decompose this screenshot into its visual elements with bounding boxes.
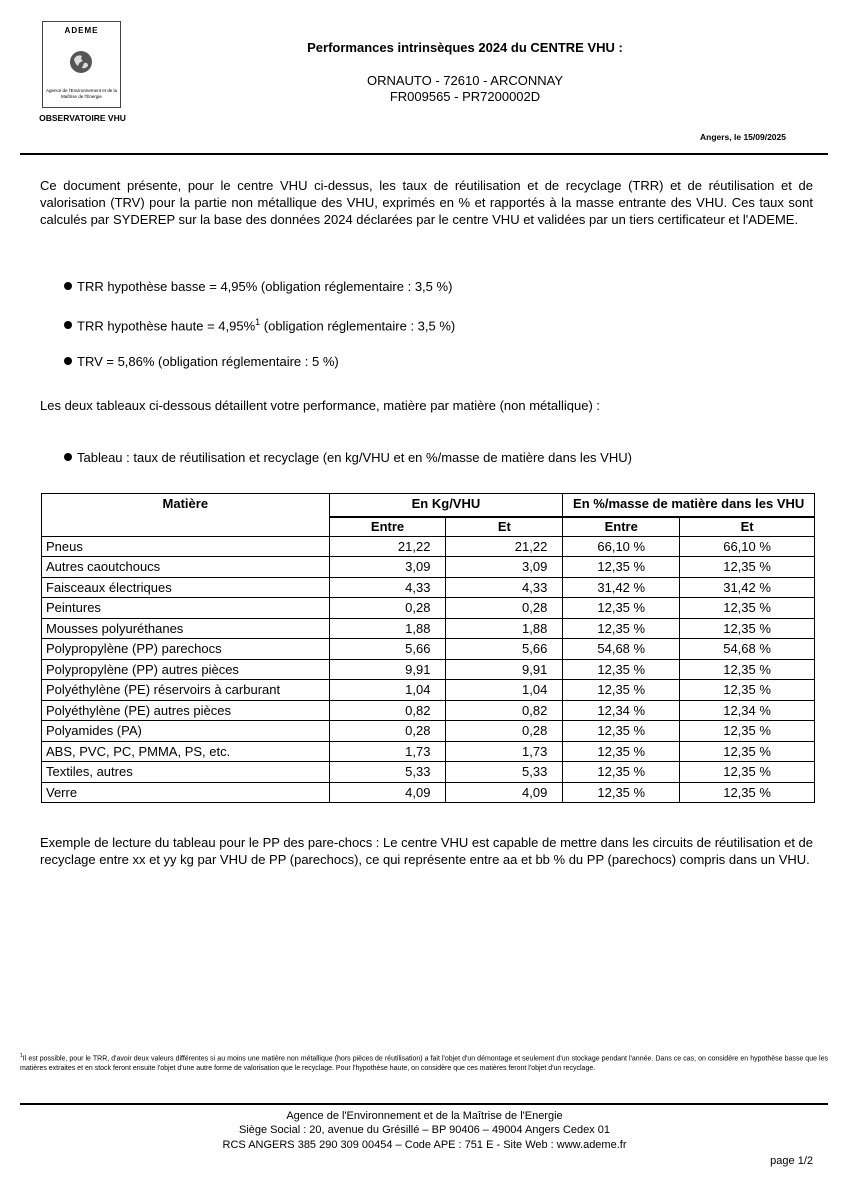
intro-paragraph: Ce document présente, pour le centre VHU ci-dessus, les taux de réutilisation et de recyclage (TRR) et de réutilisation et de valorisation (TRV) pour la partie non métallique des VHU, exprimés en % et rapportés à la masse entrante des VHU. Ces taux sont calculés par SYDEREP sur la base des données 2024 déclarées par le centre VHU et validées par un tiers certificateur et l'ADEME. [40, 178, 813, 227]
cell-pct-entre: 12,35 % [563, 741, 680, 762]
bullet-icon [64, 453, 72, 461]
bullet-text: TRR hypothèse haute = 4,95% [77, 318, 256, 334]
cell-matiere: Polyéthylène (PE) autres pièces [42, 700, 330, 721]
sub-header-pct-et: Et [680, 517, 815, 537]
cell-kg-entre: 5,33 [329, 762, 446, 783]
table-row [42, 741, 815, 762]
materials-table [41, 493, 815, 803]
centre-id: FR009565 - PR7200002D [389, 89, 541, 104]
cell-matiere: Peintures [42, 598, 330, 619]
cell-pct-et: 12,35 % [680, 618, 815, 639]
table-row [42, 700, 815, 721]
logo-subtitle: Agence de l'Environnement et de la Maîtrise de l'Énergie [46, 88, 117, 99]
table-row [42, 762, 815, 783]
bullet-trv [64, 354, 339, 369]
cell-kg-entre: 5,66 [329, 639, 446, 660]
bullet-icon [64, 321, 72, 329]
cell-pct-entre: 12,35 % [563, 618, 680, 639]
cell-kg-et: 1,88 [446, 618, 563, 639]
cell-pct-et: 12,35 % [680, 680, 815, 701]
cell-kg-entre: 1,04 [329, 680, 446, 701]
cell-kg-et: 3,09 [446, 557, 563, 578]
cell-pct-et: 66,10 % [680, 536, 815, 557]
cell-matiere: Pneus [42, 536, 330, 557]
reading-example: Exemple de lecture du tableau pour le PP des pare-chocs : Le centre VHU est capable de mettre dans les circuits de réutilisation et de recyclage entre xx et yy kg par VHU de PP (parechocs), ce qui représente entre aa et bb % du PP (parechocs) compris dans un VHU. [40, 835, 813, 867]
footer-address: Siège Social : 20, avenue du Grésillé – BP 90406 – 49004 Angers Cedex 01 [238, 1124, 610, 1136]
table-row [42, 680, 815, 701]
cell-pct-entre: 66,10 % [563, 536, 680, 557]
cell-pct-entre: 12,35 % [563, 557, 680, 578]
bullet-trr-low [64, 279, 452, 294]
bullet-table-intro [64, 450, 632, 465]
footer-agency: Agence de l'Environnement et de la Maîtrise de l'Energie [286, 1110, 563, 1122]
observatoire-label: OBSERVATOIRE VHU [39, 113, 126, 123]
globe-icon [69, 50, 93, 74]
bullet-text: TRR hypothèse basse = 4,95% (obligation réglementaire : 3,5 %) [77, 279, 453, 294]
cell-kg-entre: 4,09 [329, 782, 446, 803]
bullet-text: TRV = 5,86% (obligation réglementaire : 5 %) [77, 354, 339, 369]
table-row [42, 536, 815, 557]
cell-pct-et: 12,35 % [680, 741, 815, 762]
centre-name: ORNAUTO - 72610 - ARCONNAY [366, 73, 563, 88]
cell-pct-et: 12,35 % [680, 762, 815, 783]
cell-kg-entre: 0,82 [329, 700, 446, 721]
cell-kg-entre: 1,73 [329, 741, 446, 762]
table-body [42, 536, 815, 803]
cell-kg-entre: 0,28 [329, 598, 446, 619]
cell-matiere: Polypropylène (PP) parechocs [42, 639, 330, 660]
bullet-trr-high [64, 317, 455, 333]
cell-pct-et: 12,35 % [680, 782, 815, 803]
footnote [20, 1052, 828, 1073]
cell-pct-entre: 12,35 % [563, 598, 680, 619]
footer-divider [20, 1103, 828, 1105]
header-divider [20, 153, 828, 155]
cell-kg-et: 1,73 [446, 741, 563, 762]
cell-kg-entre: 9,91 [329, 659, 446, 680]
cell-kg-et: 5,66 [446, 639, 563, 660]
table-row [42, 659, 815, 680]
cell-kg-entre: 21,22 [329, 536, 446, 557]
cell-pct-entre: 12,35 % [563, 659, 680, 680]
cell-pct-entre: 54,68 % [563, 639, 680, 660]
cell-matiere: Polypropylène (PP) autres pièces [42, 659, 330, 680]
cell-kg-et: 21,22 [446, 536, 563, 557]
footnote-ref: 1 [255, 317, 261, 327]
cell-pct-entre: 12,35 % [563, 721, 680, 742]
cell-matiere: Faisceaux électriques [42, 577, 330, 598]
cell-kg-et: 0,28 [446, 721, 563, 742]
cell-kg-et: 0,28 [446, 598, 563, 619]
sub-header-pct-entre: Entre [563, 517, 680, 537]
table-row [42, 782, 815, 803]
table-row [42, 577, 815, 598]
cell-kg-et: 1,04 [446, 680, 563, 701]
cell-kg-entre: 0,28 [329, 721, 446, 742]
cell-pct-et: 31,42 % [680, 577, 815, 598]
cell-matiere: Mousses polyuréthanes [42, 618, 330, 639]
cell-kg-entre: 1,88 [329, 618, 446, 639]
table-row [42, 721, 815, 742]
cell-matiere: ABS, PVC, PC, PMMA, PS, etc. [42, 741, 330, 762]
cell-pct-entre: 31,42 % [563, 577, 680, 598]
cell-kg-et: 4,33 [446, 577, 563, 598]
cell-pct-et: 12,35 % [680, 598, 815, 619]
sub-header-kg-entre: Entre [329, 517, 446, 537]
cell-pct-entre: 12,35 % [563, 680, 680, 701]
col-header-pct: En %/masse de matière dans les VHU [563, 494, 815, 517]
table-row [42, 618, 815, 639]
ademe-logo [42, 21, 121, 108]
bullet-text: Tableau : taux de réutilisation et recyclage (en kg/VHU et en %/masse de matière dans les VHU) [77, 450, 632, 465]
sub-header-kg-et: Et [446, 517, 563, 537]
cell-pct-et: 54,68 % [680, 639, 815, 660]
page-title: Performances intrinsèques 2024 du CENTRE VHU : [307, 40, 623, 55]
cell-matiere: Autres caoutchoucs [42, 557, 330, 578]
footnote-number: 1 [20, 1053, 23, 1059]
table-row [42, 639, 815, 660]
bullet-icon [64, 282, 72, 290]
cell-kg-et: 9,91 [446, 659, 563, 680]
bullet-text-cont: (obligation réglementaire : 3,5 %) [260, 318, 456, 334]
cell-pct-entre: 12,34 % [563, 700, 680, 721]
table-row [42, 557, 815, 578]
cell-pct-entre: 12,35 % [563, 762, 680, 783]
page-number: page 1/2 [770, 1155, 813, 1167]
cell-pct-et: 12,35 % [680, 721, 815, 742]
cell-kg-et: 5,33 [446, 762, 563, 783]
col-header-matiere: Matière [42, 494, 330, 537]
cell-matiere: Polyamides (PA) [42, 721, 330, 742]
cell-pct-et: 12,35 % [680, 659, 815, 680]
footnote-text: Il est possible, pour le TRR, d'avoir deux valeurs différentes si au moins une matière non métallique (hors pièces de réutilisation) a fait l'objet d'un démontage et seulement d'un stockage pendant l'année. Dans ce cas, on considère en hypothèse basse que les matières extraites et en stock feront ensuite l'objet d'une autre forme de valorisation que le recyclage. Pour l'hypothèse haute, on considère que ces matières feront l'objet d'un recyclage. [20, 1055, 828, 1072]
footer-registration: RCS ANGERS 385 290 309 00454 – Code APE : 751 E - Site Web : www.ademe.fr [222, 1139, 627, 1151]
table-row [42, 598, 815, 619]
cell-kg-entre: 3,09 [329, 557, 446, 578]
cell-pct-entre: 12,35 % [563, 782, 680, 803]
cell-pct-et: 12,35 % [680, 557, 815, 578]
col-header-kg: En Kg/VHU [329, 494, 563, 517]
document-date: Angers, le 15/09/2025 [699, 132, 786, 142]
cell-matiere: Textiles, autres [42, 762, 330, 783]
cell-pct-et: 12,34 % [680, 700, 815, 721]
cell-matiere: Polyéthylène (PE) réservoirs à carburant [42, 680, 330, 701]
cell-kg-entre: 4,33 [329, 577, 446, 598]
cell-kg-et: 4,09 [446, 782, 563, 803]
cell-matiere: Verre [42, 782, 330, 803]
logo-name: ADEME [64, 26, 99, 35]
cell-kg-et: 0,82 [446, 700, 563, 721]
bullet-icon [64, 357, 72, 365]
tables-lead: Les deux tableaux ci-dessous détaillent votre performance, matière par matière (non métallique) : [40, 398, 601, 413]
